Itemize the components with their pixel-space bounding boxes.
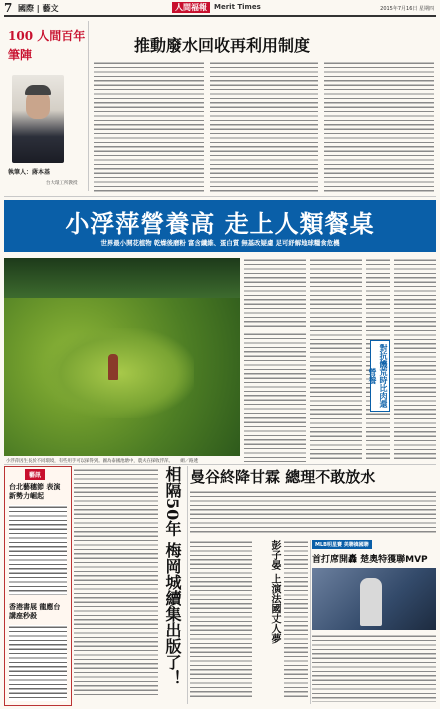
photo-caption-text: 小浮萍因生長於不同環境，有些用手可以採得到。圖為泰國池塘中，農夫在採收浮萍。: [6, 459, 173, 464]
thailand-news: [190, 466, 436, 536]
editorial-divider: [88, 21, 89, 191]
section-label: 國際 | 藝文: [18, 4, 59, 13]
feature-headline-text: 小浮萍營養高 走上人類餐桌: [65, 209, 375, 238]
sports-tag: MLB明星賽 美聯擒國聯: [312, 540, 372, 549]
editorial-section: [4, 17, 436, 197]
feature-banner: [4, 200, 436, 252]
divider-lower2: [310, 540, 311, 704]
sports-player: [360, 578, 382, 626]
sports-body: [312, 634, 436, 702]
photo-trees: [4, 258, 240, 298]
culture-item2-title: 香港書展 龍應台講座秒殺: [9, 603, 61, 620]
author-affiliation: 台大環工所教授: [46, 181, 78, 186]
anniversary-text: 100 人間百年筆陣: [8, 29, 86, 62]
thailand-headline: 曼谷終降甘霖 總理不敢放水: [190, 468, 376, 486]
divider-top: [4, 196, 436, 197]
sports-photo: [312, 568, 436, 630]
editorial-body-col1: [94, 61, 204, 193]
photo-farmer: [108, 354, 118, 380]
masthead-sub: Merit Times: [214, 3, 261, 11]
masthead-name: 人間福報: [175, 3, 207, 12]
side-highlight-text: 對抗饑荒時比肉還營養: [368, 344, 388, 408]
divider-mid: [4, 464, 436, 465]
author-hair: [25, 85, 51, 95]
issue-date: 2015年7月16日 星期四: [380, 6, 434, 12]
feature-body-col4: [394, 258, 436, 462]
feature-body-col2: [310, 258, 362, 462]
editorial-body-col2: [210, 61, 318, 193]
feature-subheadline: 世界最小開花植物 乾燥後磨粉 富含纖維、蛋白質 無基改疑慮 足可紓解地球糧食危機: [100, 239, 340, 247]
book-review-body: [74, 468, 158, 698]
editorial-title: 推動廢水回收再利用制度: [134, 36, 311, 55]
author-photo: [12, 75, 64, 163]
anniversary-logo: [8, 25, 88, 62]
culture-box: [4, 466, 72, 706]
film-title: 彭子晏 上演法國丈人夢: [269, 540, 280, 644]
sports-article: [312, 540, 436, 704]
film-body-right: [284, 540, 308, 700]
author-byline: 執筆人：蔣本基: [8, 169, 51, 176]
thailand-body: [190, 490, 436, 534]
page-header: [4, 2, 436, 17]
culture-tag: 藝訊: [25, 469, 45, 480]
divider-lower1: [187, 466, 188, 704]
sports-headline: 首打席開轟 楚奧特獲聯MVP: [312, 555, 428, 565]
book-review-title: 相隔50年 梅岡城續集出版了！: [163, 466, 182, 686]
feature-body-col1: [244, 332, 306, 462]
editorial-body-col3: [324, 61, 434, 193]
film-body-left: [190, 540, 252, 700]
side-highlight: [370, 340, 390, 412]
feature-headline: [4, 204, 436, 239]
culture-item1-body: [9, 505, 67, 595]
film-article: [190, 540, 308, 704]
photo-credit: 網／路透: [180, 459, 198, 464]
photo-duckweed-patch: [44, 328, 194, 418]
culture-item1-title: 台北藝穗節 表演新勢力崛起: [9, 483, 61, 500]
masthead-logo: [172, 2, 210, 13]
feature-body-top: [244, 258, 306, 328]
feature-photo: [4, 258, 240, 456]
book-review: [74, 466, 186, 704]
page-number: 7: [4, 1, 13, 15]
culture-item2-body: [9, 625, 67, 701]
